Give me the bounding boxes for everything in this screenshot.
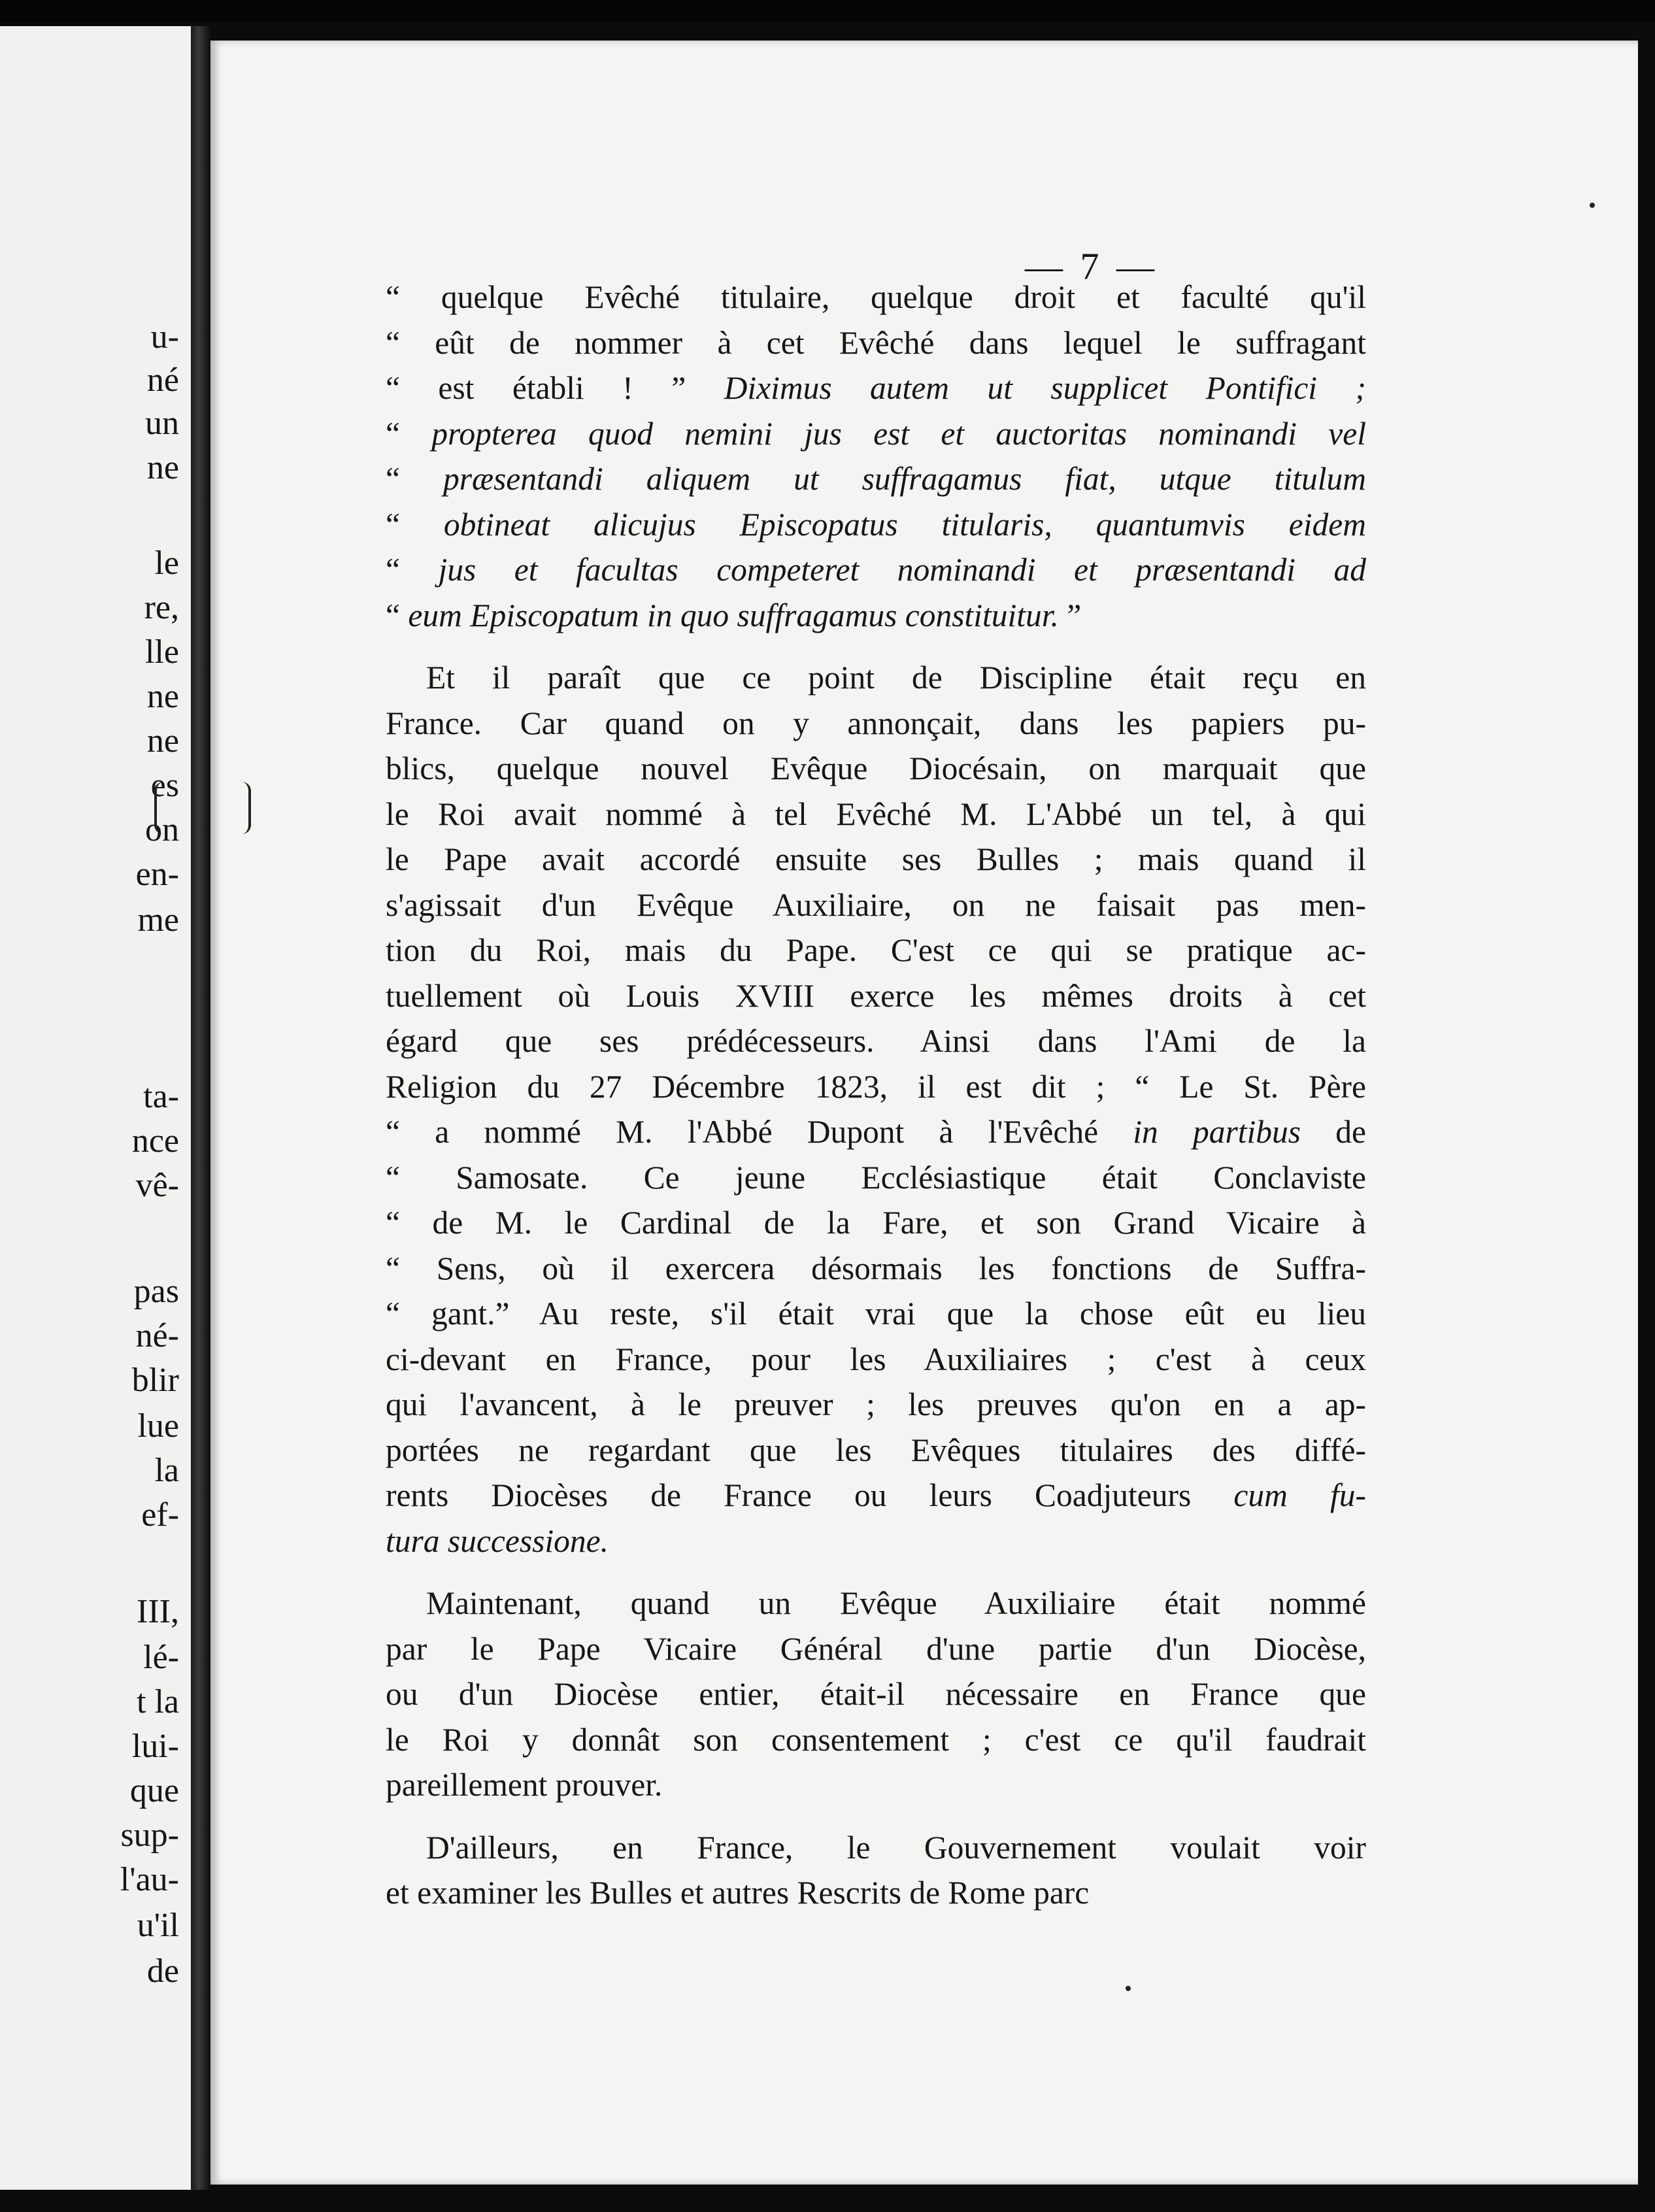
text-line: le Pape avait accordé ensuite ses Bulles ; mais quand il bbox=[386, 841, 1366, 877]
facing-page-fragment: ne bbox=[146, 449, 179, 486]
text-line: Religion du 27 Décembre 1823, il est dit ; “ Le St. Père bbox=[386, 1068, 1366, 1105]
facing-page-fragment: u'il bbox=[137, 1907, 179, 1944]
text-line: “ obtineat alicujus Episcopatus titularis, quantumvis eidem bbox=[386, 506, 1366, 543]
facing-page-fragment: me bbox=[137, 901, 179, 939]
facing-page-fragment: blir bbox=[131, 1362, 179, 1399]
page-number: — 7 — bbox=[1025, 245, 1158, 288]
facing-page-fragment: t la bbox=[137, 1683, 179, 1720]
text-line: ou d'un Diocèse entier, était-il nécessaire en France que bbox=[386, 1676, 1366, 1712]
facing-page-fragment: sup- bbox=[120, 1817, 179, 1854]
facing-page-fragment: re, bbox=[144, 589, 179, 626]
facing-page-fragment: que bbox=[129, 1772, 179, 1809]
facing-page-fragment: es bbox=[150, 767, 179, 804]
text-line: pareillement prouver. bbox=[386, 1767, 663, 1803]
paragraph bbox=[386, 1825, 1366, 1916]
binding-mark-right bbox=[242, 782, 251, 834]
text-line: Et il paraît que ce point de Discipline était reçu en bbox=[426, 660, 1366, 695]
text-line: “ Samosate. Ce jeune Ecclésiastique était Conclaviste bbox=[386, 1159, 1366, 1196]
facing-page-fragment: ne bbox=[146, 722, 179, 760]
body-text bbox=[386, 275, 1366, 1933]
text-line: blics, quelque nouvel Evêque Diocésain, on marquait que bbox=[386, 750, 1366, 786]
facing-page-edge bbox=[0, 26, 191, 2190]
text-line: “ præsentandi aliquem ut suffragamus fiat, utque titulum bbox=[386, 461, 1366, 497]
facing-page-fragment: en- bbox=[135, 856, 179, 893]
text-line: “ jus et facultas competeret nominandi et præsentandi ad bbox=[386, 552, 1366, 588]
text-line: “ eût de nommer à cet Evêché dans lequel le suffragant bbox=[386, 324, 1366, 361]
text-line: tuellement où Louis XVIII exerce les mêmes droits à cet bbox=[386, 977, 1366, 1014]
text-line: et examiner les Bulles et autres Rescrits de Rome parc bbox=[386, 1875, 1090, 1911]
text-line: “ eum Episcopatum in quo suffragamus constituitur. ” bbox=[386, 597, 1082, 633]
facing-page-fragment: l'au- bbox=[120, 1861, 179, 1898]
text-line: portées ne regardant que les Evêques titulaires des diffé- bbox=[386, 1432, 1366, 1468]
paragraph bbox=[386, 275, 1366, 638]
text-line: France. Car quand on y annonçait, dans les papiers pu- bbox=[386, 705, 1366, 741]
facing-page-fragment: on bbox=[145, 811, 179, 848]
text-line: tura successione. bbox=[386, 1522, 609, 1559]
paragraph bbox=[386, 1581, 1366, 1808]
facing-page-fragment: le bbox=[154, 545, 179, 582]
text-line: “ a nommé M. l'Abbé Dupont à l'Evêché in partibus de bbox=[386, 1114, 1366, 1150]
text-line: “ est établi ! ” Diximus autem ut supplicet Pontifici ; bbox=[386, 370, 1366, 406]
binding-mark-left bbox=[154, 782, 163, 834]
text-line: égard que ses prédécesseurs. Ainsi dans l'Ami de la bbox=[386, 1023, 1366, 1059]
text-line: s'agissait d'un Evêque Auxiliaire, on ne faisait pas men- bbox=[386, 886, 1366, 923]
text-line: “ propterea quod nemini jus est et auctoritas nominandi vel bbox=[386, 415, 1366, 452]
scan-top-border bbox=[0, 0, 1655, 22]
paragraph bbox=[386, 655, 1366, 1564]
text-line: le Roi y donnât son consentement ; c'est ce qu'il faudrait bbox=[386, 1721, 1366, 1758]
facing-page-fragment: lui- bbox=[131, 1728, 179, 1765]
facing-page-fragment: nce bbox=[131, 1122, 179, 1160]
facing-page-fragment: de bbox=[146, 1952, 179, 1990]
facing-page-fragment: u- bbox=[150, 318, 179, 356]
facing-page-fragment: vê- bbox=[135, 1167, 179, 1204]
facing-page-fragment: lé- bbox=[143, 1639, 179, 1676]
facing-page-fragment: né bbox=[146, 361, 179, 399]
facing-page-fragment: ne bbox=[146, 678, 179, 715]
facing-page-fragment: pas bbox=[133, 1273, 179, 1310]
facing-page-fragment: lle bbox=[145, 633, 179, 671]
text-line: “ gant.” Au reste, s'il était vrai que la chose eût eu lieu bbox=[386, 1296, 1366, 1332]
text-line: rents Diocèses de France ou leurs Coadjuteurs cum fu- bbox=[386, 1477, 1366, 1513]
text-line: qui l'avancent, à le preuver ; les preuves qu'on en a ap- bbox=[386, 1386, 1366, 1422]
facing-page-fragment: III, bbox=[137, 1593, 179, 1630]
facing-page-fragment: un bbox=[145, 405, 179, 442]
text-line: le Roi avait nommé à tel Evêché M. L'Abbé un tel, à qui bbox=[386, 796, 1366, 832]
text-line: par le Pape Vicaire Général d'une partie d'un Diocèse, bbox=[386, 1630, 1366, 1667]
facing-page-fragment: lue bbox=[137, 1407, 179, 1445]
facing-page-fragment: ta- bbox=[143, 1078, 179, 1115]
speck-dot bbox=[1590, 203, 1595, 208]
text-line: D'ailleurs, en France, le Gouvernement voulait voir bbox=[426, 1829, 1366, 1866]
facing-page-fragment: né- bbox=[135, 1317, 179, 1354]
text-line: ci-devant en France, pour les Auxiliaires ; c'est à ceux bbox=[386, 1341, 1366, 1377]
text-line: Maintenant, quand un Evêque Auxiliaire était nommé bbox=[426, 1585, 1366, 1621]
text-line: “ quelque Evêché titulaire, quelque droit et faculté qu'il bbox=[386, 279, 1366, 315]
text-line: tion du Roi, mais du Pape. C'est ce qui se pratique ac- bbox=[386, 932, 1366, 968]
text-line: “ Sens, où il exercera désormais les fonctions de Suffra- bbox=[386, 1250, 1366, 1286]
text-line: “ de M. le Cardinal de la Fare, et son Grand Vicaire à bbox=[386, 1205, 1366, 1241]
book-gutter bbox=[191, 26, 210, 2190]
speck-dot bbox=[1126, 1986, 1131, 1991]
facing-page-fragment: ef- bbox=[141, 1496, 179, 1533]
facing-page-fragment: la bbox=[154, 1452, 179, 1489]
